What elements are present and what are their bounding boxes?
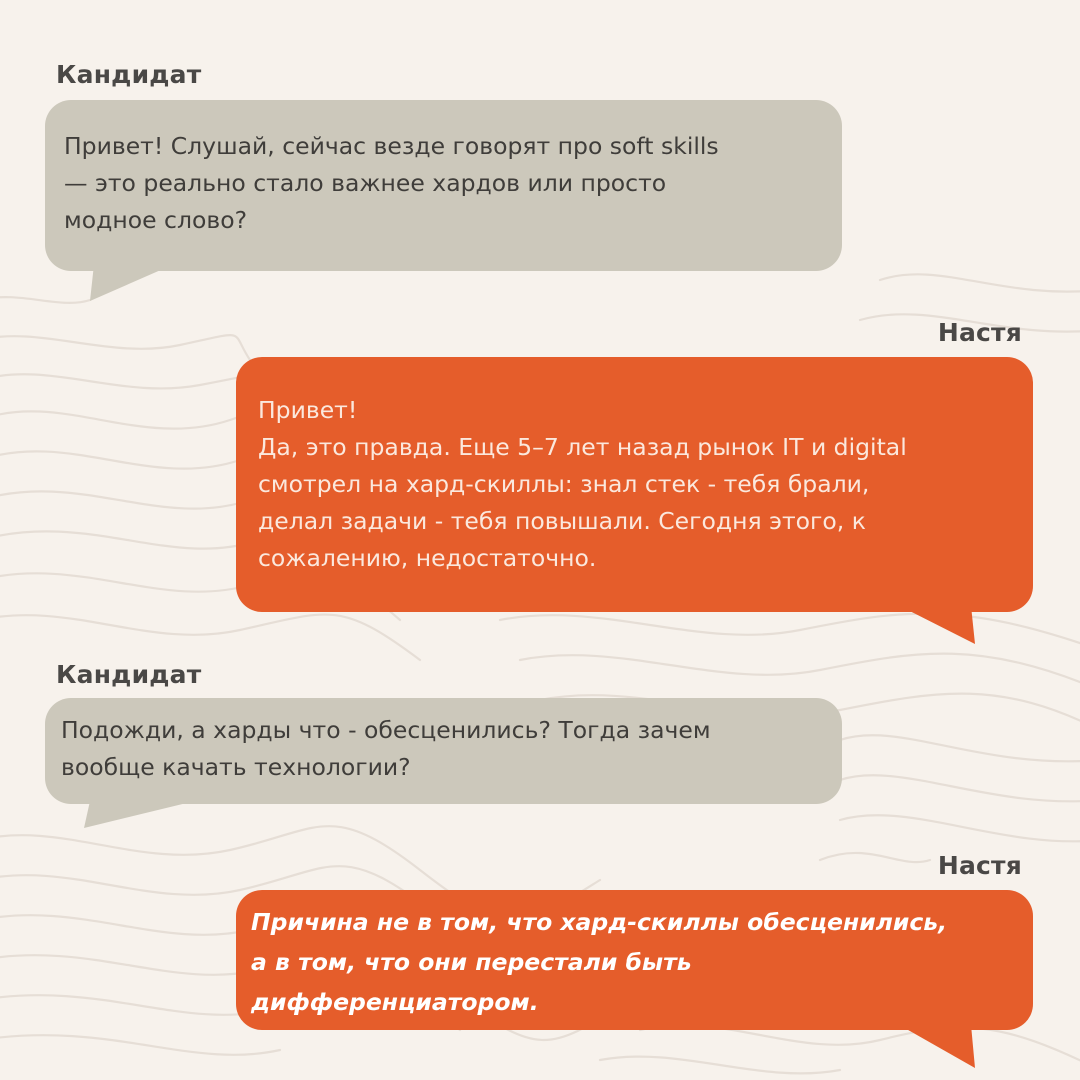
message-line: Причина не в том, что хард-скиллы обесценились, xyxy=(251,908,948,936)
message-text xyxy=(251,902,947,1022)
sender-name-nastya: Настя xyxy=(937,318,1022,347)
sender-name-nastya: Настя xyxy=(937,851,1022,880)
message-text xyxy=(61,712,711,786)
message-line: а в том, что они перестали быть xyxy=(251,948,692,976)
sender-name-candidate: Кандидат xyxy=(56,660,202,689)
message-line: Да, это правда. Еще 5–7 лет назад рынок IT и digital xyxy=(258,433,907,461)
message-line: дифференциатором. xyxy=(251,988,539,1016)
sender-name-candidate: Кандидат xyxy=(56,60,202,89)
message-line: модное слово? xyxy=(64,206,248,234)
message-line: смотрел на хард-скиллы: знал стек - тебя брали, xyxy=(258,470,870,498)
message-line: — это реально стало важнее хардов или просто xyxy=(64,169,667,197)
message-line: вообще качать технологии? xyxy=(61,753,411,781)
message-line: Подожди, а харды что - обесценились? Тогда зачем xyxy=(61,716,711,744)
message-line: Привет! xyxy=(258,396,358,424)
message-line: сожалению, недостаточно. xyxy=(258,544,597,572)
message-text xyxy=(64,128,719,239)
message-line: Привет! Слушай, сейчас везде говорят про soft skills xyxy=(64,132,719,160)
message-text xyxy=(258,392,907,577)
message-line: делал задачи - тебя повышали. Сегодня этого, к xyxy=(258,507,866,535)
